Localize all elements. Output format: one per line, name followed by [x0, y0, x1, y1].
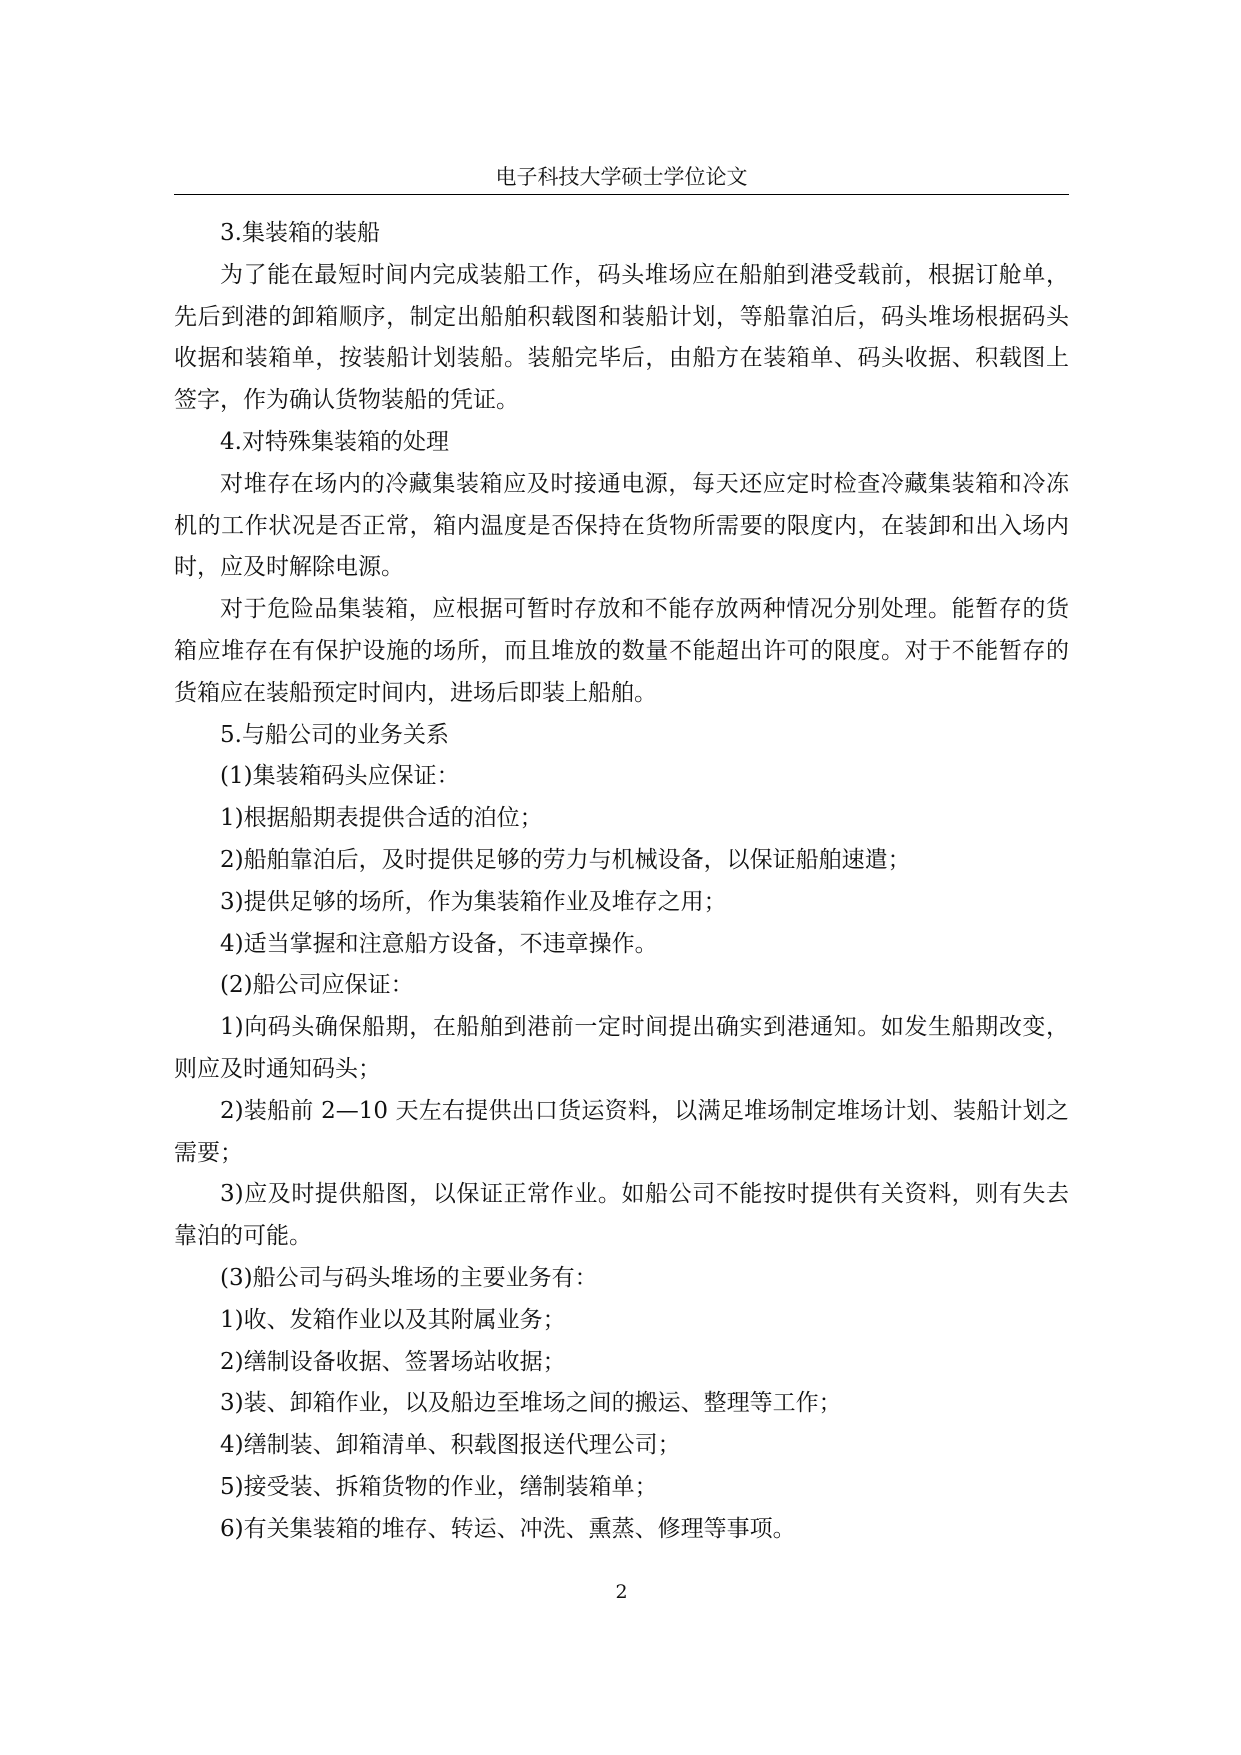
- section-heading: 5.与船公司的业务关系: [220, 721, 449, 748]
- header-rule: [174, 194, 1069, 195]
- subsection-heading: (3)船公司与码头堆场的主要业务有：: [220, 1264, 598, 1291]
- list-item: 2)缮制设备收据、签署场站收据；: [220, 1348, 566, 1375]
- list-item: 3)提供足够的场所，作为集装箱作业及堆存之用；: [220, 888, 727, 915]
- list-item: 4)适当掌握和注意船方设备，不违章操作。: [220, 930, 658, 957]
- body-text: [174, 213, 1069, 1551]
- list-item: 2)装船前 2—10 天左右提供出口货运资料，以满足堆场制定堆场计划、装船计划之需要；: [174, 1097, 1069, 1166]
- paragraph: 对于危险品集装箱，应根据可暂时存放和不能存放两种情况分别处理。能暂存的货箱应堆存在有保护设施的场所，而且堆放的数量不能超出许可的限度。对于不能暂存的货箱应在装船预定时间内，进场后即装上船舶。: [174, 596, 1069, 706]
- running-header: 电子科技大学硕士学位论文: [495, 165, 748, 189]
- list-item: 3)应及时提供船图，以保证正常作业。如船公司不能按时提供有关资料，则有失去靠泊的可能。: [174, 1181, 1069, 1250]
- list-item: 4)缮制装、卸箱清单、积载图报送代理公司；: [220, 1432, 681, 1459]
- subsection-heading: (1)集装箱码头应保证：: [220, 763, 460, 790]
- list-item: 1)根据船期表提供合适的泊位；: [220, 805, 543, 832]
- list-item: 2)船舶靠泊后，及时提供足够的劳力与机械设备，以保证船舶速遣；: [220, 846, 911, 873]
- paragraph: 为了能在最短时间内完成装船工作，码头堆场应在船舶到港受载前，根据订舱单，先后到港的卸箱顺序，制定出船舶积载图和装船计划，等船靠泊后，码头堆场根据码头收据和装箱单，按装船计划装船。装船完毕后，由船方在装箱单、码头收据、积载图上签字，作为确认货物装船的凭证。: [174, 261, 1069, 414]
- list-item: 1)向码头确保船期，在船舶到港前一定时间提出确实到港通知。如发生船期改变，则应及时通知码头；: [174, 1014, 1069, 1082]
- page-number: 2: [615, 1581, 628, 1603]
- list-item: 3)装、卸箱作业，以及船边至堆场之间的搬运、整理等工作；: [220, 1390, 842, 1417]
- paragraph: 对堆存在场内的冷藏集装箱应及时接通电源，每天还应定时检查冷藏集装箱和冷冻机的工作状况是否正常，箱内温度是否保持在货物所需要的限度内，在装卸和出入场内时，应及时解除电源。: [174, 470, 1069, 581]
- section-heading: 4.对特殊集装箱的处理: [220, 428, 449, 455]
- list-item: 1)收、发箱作业以及其附属业务；: [220, 1306, 566, 1333]
- list-item: 5)接受装、拆箱货物的作业，缮制装箱单；: [220, 1473, 658, 1500]
- subsection-heading: (2)船公司应保证：: [220, 972, 414, 999]
- list-item: 6)有关集装箱的堆存、转运、冲洗、熏蒸、修理等事项。: [220, 1515, 796, 1542]
- section-heading: 3.集装箱的装船: [220, 220, 380, 246]
